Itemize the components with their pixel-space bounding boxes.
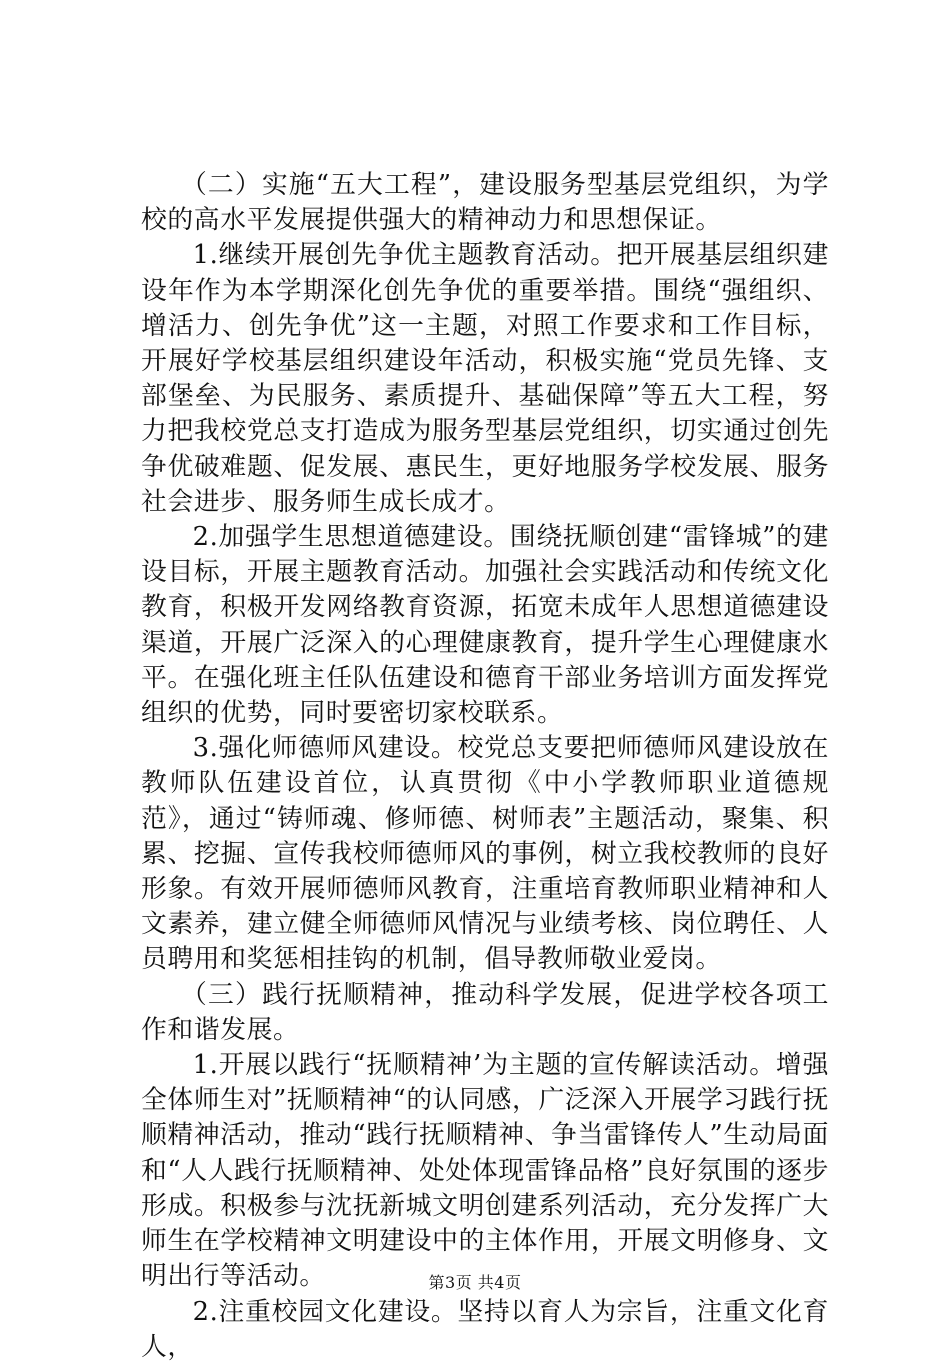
paragraph-item-2: 2.加强学生思想道德建设。围绕抚顺创建“雷锋城”的建设目标，开展主题教育活动。加强社会实践活动和传统文化教育，积极开发网络教育资源，拓宽未成年人思想道德建设渠道，开展广泛深入的心理健康教育，提升学生心理健康水平。在强化班主任队伍建设和德育干部业务培训方面发挥党组织的优势，同时要密切家校联系。	[141, 522, 829, 729]
paragraph-item-3: 3.强化师德师风建设。校党总支要把师德师风建设放在教师队伍建设首位，认真贯彻《中小学教师职业道德规范》，通过“铸师魂、修师德、树师表”主题活动，聚集、积累、挖掘、宣传我校师德师风的事例，树立我校教师的良好形象。有效开展师德师风教育，注重培育教师职业精神和人文素养，建立健全师德师风情况与业绩考核、岗位聘任、人员聘用和奖惩相挂钩的机制，倡导教师敬业爱岗。	[141, 733, 829, 975]
section-heading-three: （三）践行抚顺精神，推动科学发展，促进学校各项工作和谐发展。	[141, 979, 829, 1045]
page-footer: 第3页 共4页	[428, 1273, 522, 1292]
document-body	[141, 168, 829, 1365]
paragraph-item-4: 1.开展以践行“抚顺精神’为主题的宣传解读活动。增强全体师生对”抚顺精神“的认同感，广泛深入开展学习践行抚顺精神活动，推动“践行抚顺精神、争当雷锋传人”生动局面和“人人践行抚顺精神、处处体现雷锋品格”良好氛围的逐步形成。积极参与沈抚新城文明创建系列活动，充分发挥广大师生在学校精神文明建设中的主体作用，开展文明修身、文明出行等活动。	[141, 1050, 829, 1292]
paragraph-item-1: 1.继续开展创先争优主题教育活动。把开展基层组织建设年作为本学期深化创先争优的重要举措。围绕“强组织、增活力、创先争优”这一主题，对照工作要求和工作目标，开展好学校基层组织建设年活动，积极实施“党员先锋、支部堡垒、为民服务、素质提升、基础保障”等五大工程，努力把我校党总支打造成为服务型基层党组织，切实通过创先争优破难题、促发展、惠民生，更好地服务学校发展、服务社会进步、服务师生成长成才。	[141, 240, 829, 517]
paragraph-item-5: 2.注重校园文化建设。坚持以育人为宗旨，注重文化育人，	[141, 1296, 829, 1362]
section-heading-two: （二）实施“五大工程”，建设服务型基层党组织，为学校的高水平发展提供强大的精神动力和思想保证。	[141, 170, 829, 236]
